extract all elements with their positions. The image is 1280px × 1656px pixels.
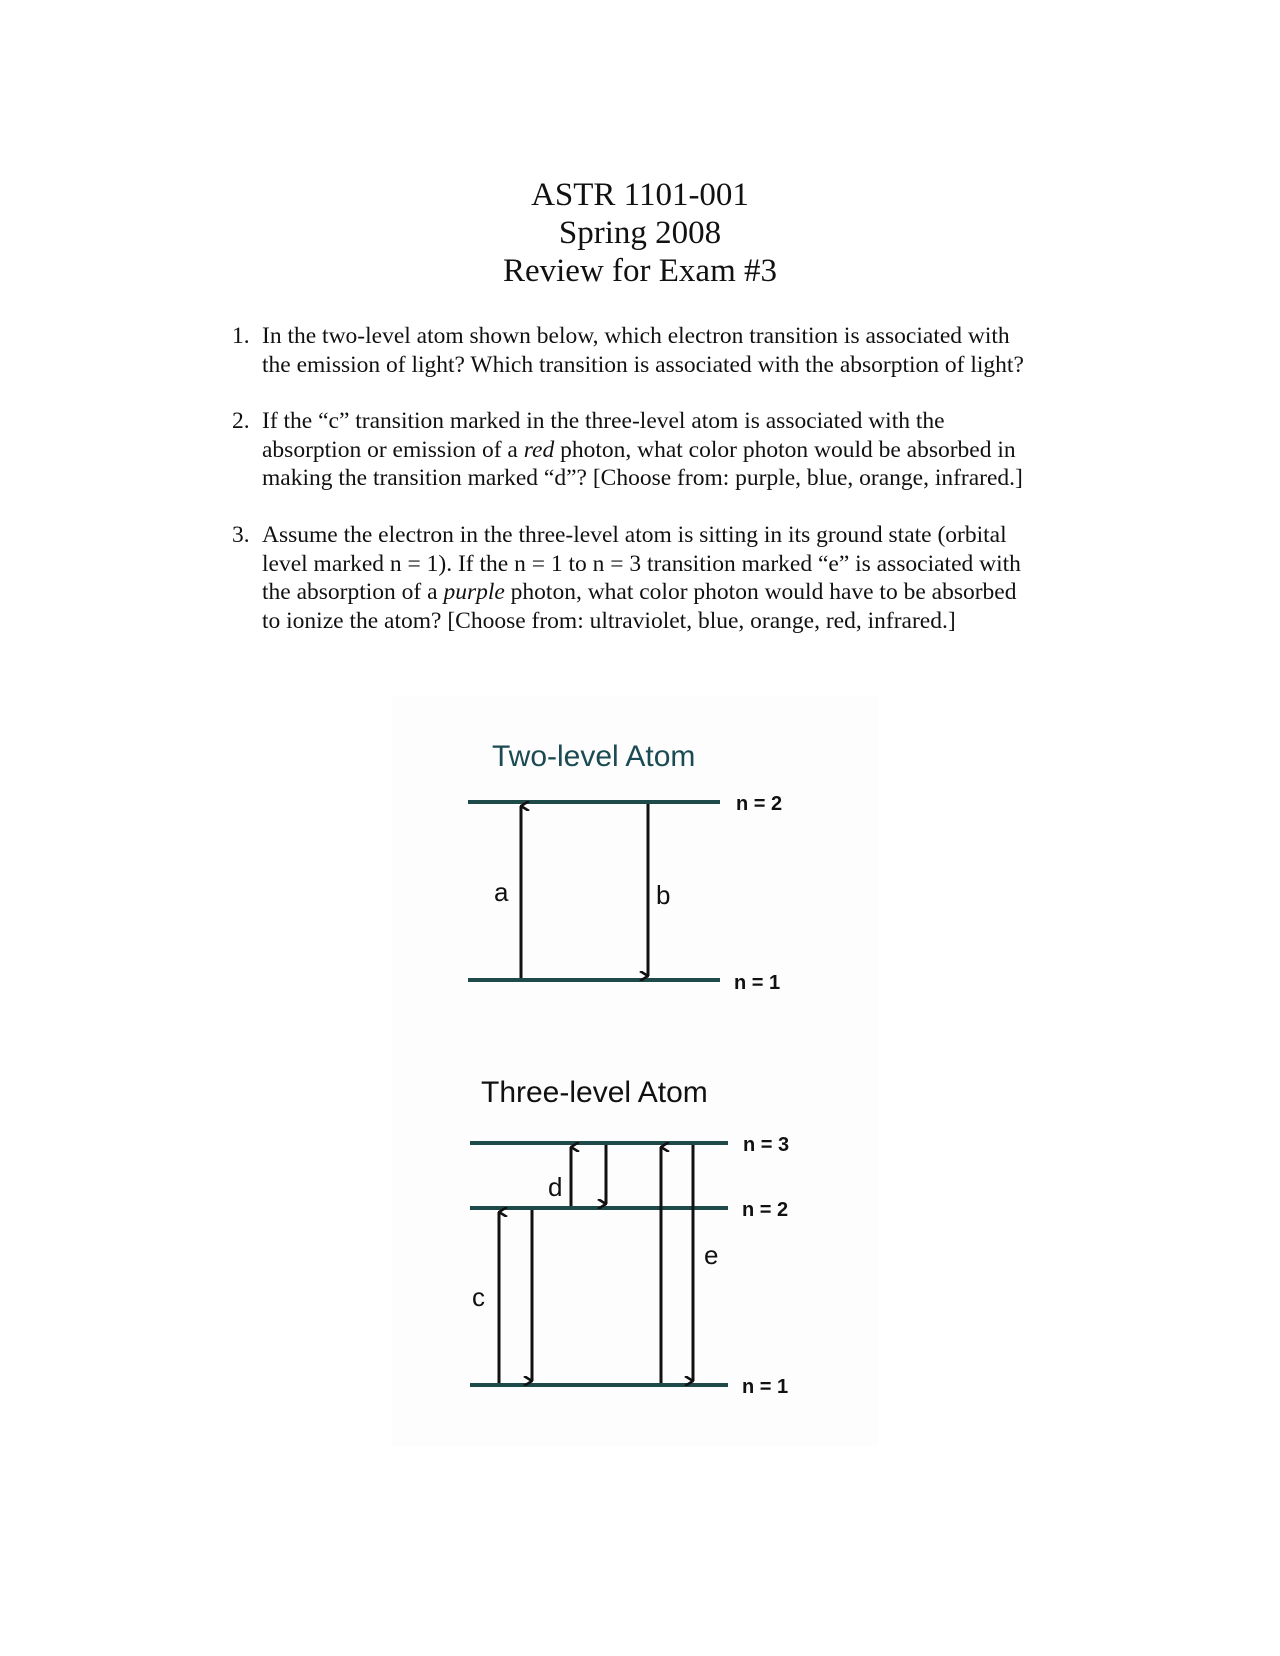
level-label-n2: n = 2 — [742, 1199, 789, 1221]
level-label-n1: n = 1 — [734, 972, 781, 994]
course-code: ASTR 1101-001 — [531, 177, 749, 213]
two-level-title: Two-level Atom — [492, 740, 696, 773]
level-label-n2: n = 2 — [736, 793, 783, 815]
level-label-n3: n = 3 — [743, 1134, 790, 1156]
transition-d-label: d — [548, 1172, 563, 1202]
two-level-atom — [468, 740, 782, 994]
transition-e-label: e — [704, 1240, 719, 1270]
question-number: 1. — [232, 323, 250, 349]
question-text-line: level marked n = 1). If the n = 1 to n = 3 transition marked “e” is associated with — [262, 550, 1021, 577]
term: Spring 2008 — [558, 215, 722, 251]
three-level-atom — [470, 1076, 789, 1398]
question-text-line: In the two-level atom shown below, which electron transition is associated with — [262, 323, 1010, 349]
level-label-n1: n = 1 — [742, 1376, 789, 1398]
question-text-line: If the “c” transition marked in the three-level atom is associated with the — [262, 408, 945, 435]
question-text-line: the emission of light? Which transition is associated with the absorption of light? — [262, 351, 1024, 378]
transition-c-label: c — [472, 1282, 485, 1312]
emphasis-red: red — [523, 436, 555, 463]
three-level-title: Three-level Atom — [481, 1076, 708, 1109]
exam-title: Review for Exam #3 — [502, 253, 777, 289]
question-text-line: Assume the electron in the three-level atom is sitting in its ground state (orbital — [262, 521, 1007, 548]
emphasis-purple: purple — [443, 579, 505, 606]
question-text-line: to ionize the atom? [Choose from: ultraviolet, blue, orange, red, infrared.] — [262, 607, 956, 634]
question-number: 2. — [232, 408, 250, 435]
question-text-line: absorption or emission of a red photon, what color photon would be absorbed in — [262, 436, 1016, 463]
question-text-line: making the transition marked “d”? [Choose from: purple, blue, orange, infrared.] — [262, 465, 1023, 492]
transition-b-label: b — [656, 880, 671, 910]
question-text-line: the absorption of a purple photon, what color photon would have to be absorbed — [262, 579, 1017, 606]
transition-a-label: a — [494, 877, 509, 907]
question-number: 3. — [232, 521, 250, 548]
